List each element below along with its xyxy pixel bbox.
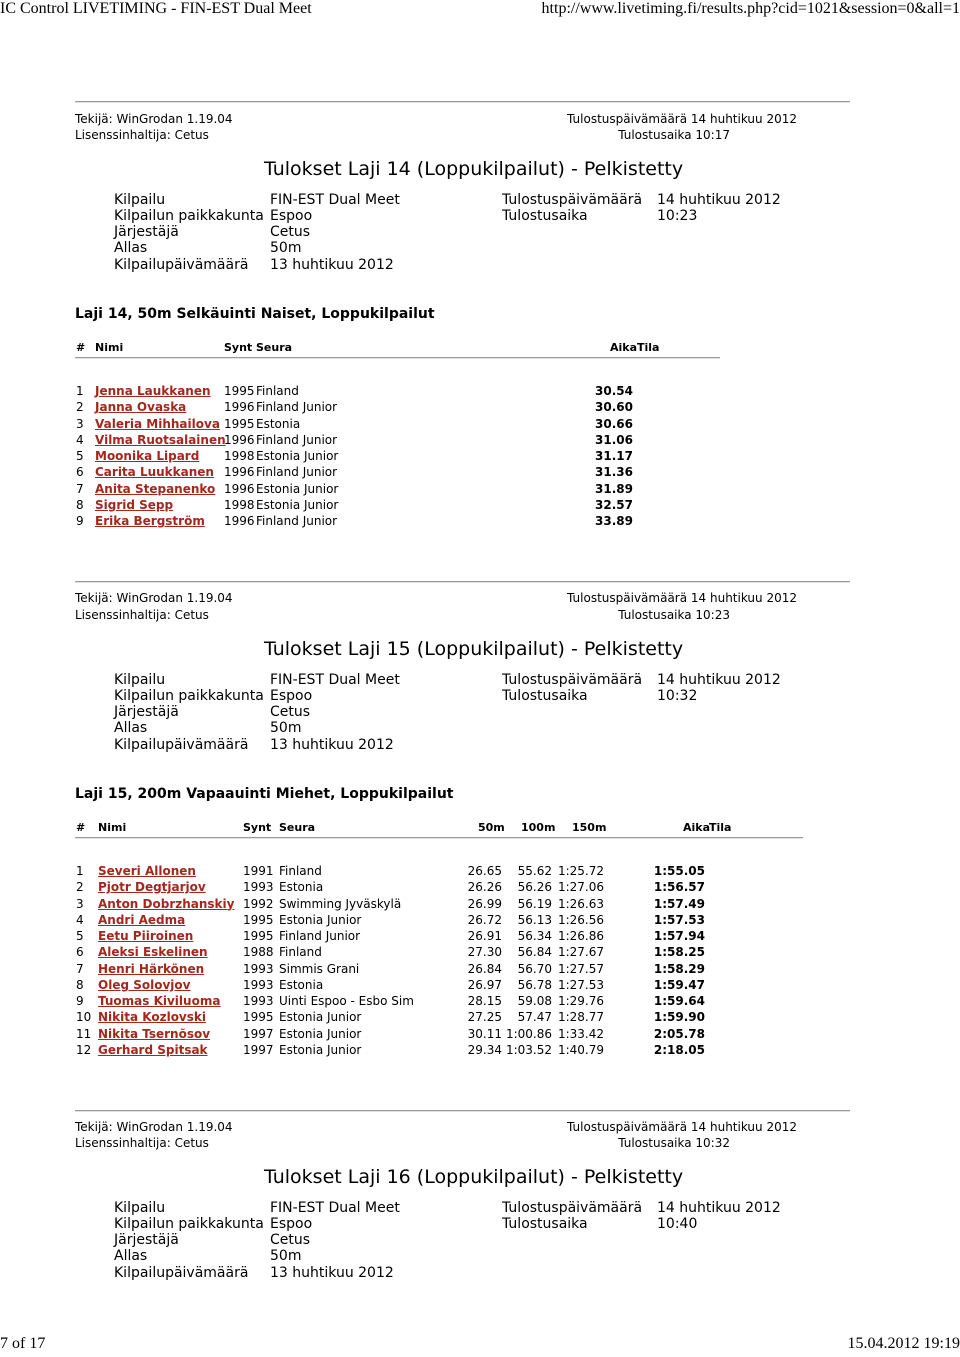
info-value-allas: 50m [270,1248,302,1264]
header-divider [75,101,850,103]
col-header-status: Tila [637,341,660,354]
result-date-text: Tulostuspäivämäärä 14 huhtikuu 2012 [567,1120,797,1134]
info-value-pvm: 13 huhtikuu 2012 [270,1265,394,1281]
results-title: Tulokset Laji 14 (Loppukilpailut) - Pelkistetty [264,158,684,180]
club-cell: Estonia Junior [279,1026,362,1041]
col-header-name: Nimi [98,821,127,834]
year-cell: 1993 [243,961,274,976]
rank-cell: 8 [76,977,84,992]
time-cell: 30.66 [595,416,633,431]
info-label-jarjestaja: Järjestäjä [114,1232,179,1248]
results-title: Tulokset Laji 16 (Loppukilpailut) - Pelkistetty [264,1166,684,1188]
rank-cell: 10 [76,1010,92,1025]
split-100-cell: 57.47 [517,1010,552,1025]
split-100-cell: 55.62 [517,864,552,878]
club-cell: Finland Junior [256,465,338,480]
table-row [0,945,960,961]
year-cell: 1996 [224,465,255,480]
athlete-link[interactable]: Janna Ovaska [95,400,187,415]
split-100-cell: 59.08 [517,994,552,1008]
rank-cell: 4 [76,912,84,927]
year-cell: 1996 [224,432,255,447]
header-divider [75,1110,850,1112]
name-cell [95,482,215,496]
split-100-cell: 56.84 [517,945,552,960]
info-label-kilpailu: Kilpailu [114,672,166,688]
info-label-allas: Allas [114,720,148,736]
name-cell [98,978,190,992]
name-cell [98,864,196,878]
info-value-print-date: 14 huhtikuu 2012 [657,1200,781,1216]
name-cell [98,880,206,894]
col-header-time: Aika [610,341,638,354]
time-cell: 1:59.64 [653,994,705,1008]
col-header-split-100: 100m [521,821,556,834]
athlete-link[interactable]: Tuomas Kiviluoma [98,994,221,1008]
year-cell: 1993 [243,994,274,1008]
athlete-link[interactable]: Erika Bergström [95,514,205,528]
rank-cell: 2 [76,880,84,895]
club-cell: Estonia Junior [279,1010,362,1025]
year-cell: 1995 [243,929,274,943]
col-header-rank: # [76,821,86,834]
print-footer [0,1335,960,1357]
rank-cell: 3 [76,896,84,911]
time-cell: 30.54 [595,384,633,398]
info-label-kilpailu: Kilpailu [114,1200,166,1216]
split-150-cell: 1:26.56 [557,912,604,927]
club-cell: Finland [279,945,322,960]
year-cell: 1998 [224,449,255,463]
year-cell: 1993 [243,880,274,895]
info-label-print-time: Tulostusaika [502,688,588,704]
info-value-kilpailu: FIN-EST Dual Meet [270,1200,400,1216]
club-cell: Swimming Jyväskylä [279,896,402,911]
col-header-status: Tila [709,821,732,834]
name-cell [98,1043,208,1057]
results-title: Tulokset Laji 15 (Loppukilpailut) - Pelkistetty [264,638,684,660]
header-underline [75,357,720,359]
athlete-link[interactable]: Nikita Tsernõsov [98,1026,211,1041]
info-value-print-date: 14 huhtikuu 2012 [657,192,781,208]
split-100-cell: 56.19 [517,896,552,911]
time-cell: 1:58.25 [653,945,705,960]
rank-cell: 8 [76,497,84,512]
table-row [0,929,960,945]
info-label-jarjestaja: Järjestäjä [114,224,179,240]
rank-cell: 5 [76,449,84,463]
split-100-cell: 56.70 [517,961,552,976]
club-cell: Estonia Junior [279,912,362,927]
col-header-year: Synt [243,821,272,834]
rank-cell: 7 [76,481,84,496]
table-row [0,433,960,449]
info-label-paikka: Kilpailun paikkakunta [114,208,264,224]
result-time-text: Tulostusaika 10:32 [618,1136,730,1150]
split-150-cell: 1:33.42 [557,1026,604,1041]
club-cell: Estonia Junior [279,1042,362,1057]
club-cell: Estonia [256,416,301,431]
year-cell: 1996 [224,514,255,528]
club-cell: Finland [279,864,322,878]
info-value-print-time: 10:23 [657,208,698,224]
athlete-link[interactable]: Severi Allonen [98,864,196,878]
club-cell: Estonia Junior [256,449,339,463]
info-value-pvm: 13 huhtikuu 2012 [270,257,394,273]
athlete-link[interactable]: Valeria Mihhailova [95,416,220,431]
split-150-cell: 1:26.86 [557,929,604,943]
col-header-split-150: 150m [572,821,607,834]
info-value-jarjestaja: Cetus [270,224,311,240]
info-value-pvm: 13 huhtikuu 2012 [270,737,394,753]
info-label-pvm: Kilpailupäivämäärä [114,257,249,273]
info-value-kilpailu: FIN-EST Dual Meet [270,672,400,688]
table-row [0,514,960,530]
info-label-allas: Allas [114,240,148,256]
info-label-paikka: Kilpailun paikkakunta [114,1216,264,1232]
rank-cell: 3 [76,416,84,431]
name-cell [95,400,186,414]
time-cell: 1:59.90 [653,1010,705,1025]
time-cell: 33.89 [595,514,633,528]
col-header-name: Nimi [95,341,124,354]
time-cell: 1:57.53 [653,912,705,927]
year-cell: 1997 [243,1026,274,1041]
col-header-year: Synt [224,341,253,354]
name-cell [95,449,199,463]
result-time-text: Tulostusaika 10:23 [618,608,730,622]
rank-cell: 7 [76,961,84,976]
split-150-cell: 1:28.77 [557,1010,604,1025]
athlete-link[interactable]: Henri Härkönen [98,961,205,976]
info-value-jarjestaja: Cetus [270,704,311,720]
split-50-cell: 26.84 [467,961,502,976]
table-row [0,449,960,465]
info-label-pvm: Kilpailupäivämäärä [114,1265,249,1281]
table-row [0,482,960,498]
athlete-link[interactable]: Moonika Lipard [95,449,200,463]
col-header-club: Seura [256,341,293,354]
club-cell: Uinti Espoo - Esbo Sim [279,994,414,1008]
name-cell [98,1027,210,1041]
col-header-club: Seura [279,821,316,834]
time-cell: 32.57 [595,497,633,512]
split-50-cell: 26.72 [467,912,502,927]
header-divider [75,581,850,583]
split-150-cell: 1:27.57 [557,961,604,976]
split-150-cell: 1:40.79 [557,1042,604,1057]
table-row [0,897,960,913]
result-time-text: Tulostusaika 10:17 [618,128,730,142]
info-value-allas: 50m [270,240,302,256]
split-50-cell: 27.30 [467,945,502,960]
result-date-text: Tulostuspäivämäärä 14 huhtikuu 2012 [567,591,797,605]
year-cell: 1992 [243,896,274,911]
year-cell: 1996 [224,400,255,415]
split-150-cell: 1:29.76 [557,994,604,1008]
athlete-link[interactable]: Nikita Kozlovski [98,1010,206,1025]
club-cell: Finland Junior [256,400,338,415]
info-label-print-time: Tulostusaika [502,208,588,224]
print-header [0,0,960,24]
split-50-cell: 26.65 [467,864,502,878]
time-cell: 31.06 [595,432,633,447]
info-value-paikka: Espoo [270,208,313,224]
rank-cell: 1 [76,384,84,398]
rank-cell: 1 [76,864,84,878]
split-100-cell: 56.13 [517,912,552,927]
rank-cell: 4 [76,432,84,447]
maker-text: Tekijä: WinGrodan 1.19.04 [75,1120,233,1134]
name-cell [98,929,193,943]
maker-text: Tekijä: WinGrodan 1.19.04 [75,112,233,126]
athlete-link[interactable]: Aleksi Eskelinen [98,945,208,960]
print-datetime: 15.04.2012 19:19 [847,1335,960,1352]
name-cell [95,433,226,447]
table-row [0,1027,960,1043]
rank-cell: 6 [76,465,84,480]
split-50-cell: 30.11 [467,1026,502,1041]
browser-url: http://www.livetiming.fi/results.php?cid=1021&session=0&all=1 [541,0,960,17]
split-150-cell: 1:26.63 [557,896,604,911]
split-100-cell: 1:03.52 [505,1042,552,1057]
split-50-cell: 26.91 [467,929,502,943]
athlete-link[interactable]: Andri Aedma [98,912,186,927]
info-label-pvm: Kilpailupäivämäärä [114,737,249,753]
split-150-cell: 1:27.06 [557,880,604,895]
split-50-cell: 27.25 [467,1010,502,1025]
time-cell: 31.89 [595,481,633,496]
year-cell: 1997 [243,1042,274,1057]
table-row [0,384,960,400]
info-value-paikka: Espoo [270,1216,313,1232]
year-cell: 1988 [243,945,274,960]
header-underline [75,837,803,839]
table-row [0,994,960,1010]
page-number: 7 of 17 [0,1335,46,1352]
athlete-link[interactable]: Carita Luukkanen [95,465,214,480]
athlete-link[interactable]: Sigrid Sepp [95,497,174,512]
athlete-link[interactable]: Pjotr Degtjarjov [98,880,206,895]
name-cell [98,945,208,959]
club-cell: Estonia Junior [256,481,339,496]
club-cell: Finland Junior [279,929,361,943]
club-cell: Estonia [279,880,324,895]
split-50-cell: 29.34 [467,1042,502,1057]
time-cell: 30.60 [595,400,633,415]
table-row [0,400,960,416]
year-cell: 1995 [243,912,274,927]
info-value-paikka: Espoo [270,688,313,704]
rank-cell: 9 [76,514,84,528]
athlete-link[interactable]: Vilma Ruotsalainen [95,432,226,447]
info-label-print-date: Tulostuspäivämäärä [502,192,643,208]
info-value-jarjestaja: Cetus [270,1232,311,1248]
maker-text: Tekijä: WinGrodan 1.19.04 [75,591,233,605]
col-header-rank: # [76,341,86,354]
time-cell: 2:18.05 [653,1042,705,1057]
name-cell [98,1010,206,1024]
event-heading: Laji 15, 200m Vapaauinti Miehet, Loppukilpailut [75,786,454,802]
info-label-print-date: Tulostuspäivämäärä [502,672,643,688]
info-label-jarjestaja: Järjestäjä [114,704,179,720]
license-text: Lisenssinhaltija: Cetus [75,128,209,142]
split-50-cell: 26.97 [467,977,502,992]
table-row [0,880,960,896]
athlete-link[interactable]: Anton Dobrzhanskiy [98,896,235,911]
split-150-cell: 1:27.53 [557,977,604,992]
club-cell: Finland Junior [256,432,338,447]
table-row [0,1043,960,1059]
col-header-split-50: 50m [478,821,505,834]
license-text: Lisenssinhaltija: Cetus [75,608,209,622]
info-label-print-time: Tulostusaika [502,1216,588,1232]
name-cell [98,962,204,976]
club-cell: Estonia Junior [256,497,339,512]
athlete-link[interactable]: Oleg Solovjov [98,977,191,992]
info-label-kilpailu: Kilpailu [114,192,166,208]
info-label-paikka: Kilpailun paikkakunta [114,688,264,704]
club-cell: Finland Junior [256,514,338,528]
info-value-print-time: 10:40 [657,1216,698,1232]
info-label-allas: Allas [114,1248,148,1264]
table-row [0,1010,960,1026]
rank-cell: 9 [76,994,84,1008]
year-cell: 1998 [224,497,255,512]
rank-cell: 12 [76,1042,92,1057]
table-row [0,465,960,481]
rank-cell: 6 [76,945,84,960]
name-cell [98,913,185,927]
name-cell [98,897,234,911]
split-50-cell: 26.99 [467,896,502,911]
table-row [0,498,960,514]
info-value-kilpailu: FIN-EST Dual Meet [270,192,400,208]
year-cell: 1995 [243,1010,274,1025]
event-heading: Laji 14, 50m Selkäuinti Naiset, Loppukilpailut [75,306,435,322]
table-row [0,864,960,880]
time-cell: 1:58.29 [653,961,705,976]
info-label-print-date: Tulostuspäivämäärä [502,1200,643,1216]
time-cell: 1:57.94 [653,929,705,943]
split-100-cell: 56.78 [517,977,552,992]
time-cell: 1:55.05 [653,864,705,878]
time-cell: 1:57.49 [653,896,705,911]
athlete-link[interactable]: Eetu Piiroinen [98,929,194,943]
split-150-cell: 1:25.72 [557,864,604,878]
split-50-cell: 26.26 [467,880,502,895]
rank-cell: 5 [76,929,84,943]
time-cell: 2:05.78 [653,1026,705,1041]
time-cell: 1:56.57 [653,880,705,895]
table-row [0,978,960,994]
info-value-allas: 50m [270,720,302,736]
name-cell [98,994,220,1008]
time-cell: 31.17 [595,449,633,463]
time-cell: 1:59.47 [653,977,705,992]
club-cell: Finland [256,384,299,398]
name-cell [95,498,173,512]
license-text: Lisenssinhaltija: Cetus [75,1136,209,1150]
year-cell: 1996 [224,481,255,496]
table-row [0,962,960,978]
name-cell [95,465,214,479]
table-row [0,417,960,433]
rank-cell: 2 [76,400,84,415]
club-cell: Estonia [279,977,324,992]
year-cell: 1995 [224,416,255,431]
year-cell: 1991 [243,864,274,878]
table-row [0,913,960,929]
athlete-link[interactable]: Jenna Laukkanen [95,384,211,398]
split-100-cell: 1:00.86 [505,1026,552,1041]
name-cell [95,514,205,528]
split-100-cell: 56.26 [517,880,552,895]
info-value-print-time: 10:32 [657,688,698,704]
split-50-cell: 28.15 [467,994,502,1008]
col-header-time: Aika [683,821,711,834]
split-150-cell: 1:27.67 [557,945,604,960]
info-value-print-date: 14 huhtikuu 2012 [657,672,781,688]
athlete-link[interactable]: Anita Stepanenko [95,481,216,496]
name-cell [95,417,220,431]
browser-title: IC Control LIVETIMING - FIN-EST Dual Meet [0,0,312,17]
time-cell: 31.36 [595,465,633,480]
rank-cell: 11 [76,1026,92,1041]
name-cell [95,384,211,398]
club-cell: Simmis Grani [279,961,360,976]
year-cell: 1995 [224,384,255,398]
split-100-cell: 56.34 [517,929,552,943]
year-cell: 1993 [243,977,274,992]
result-date-text: Tulostuspäivämäärä 14 huhtikuu 2012 [567,112,797,126]
athlete-link[interactable]: Gerhard Spitsak [98,1042,208,1057]
